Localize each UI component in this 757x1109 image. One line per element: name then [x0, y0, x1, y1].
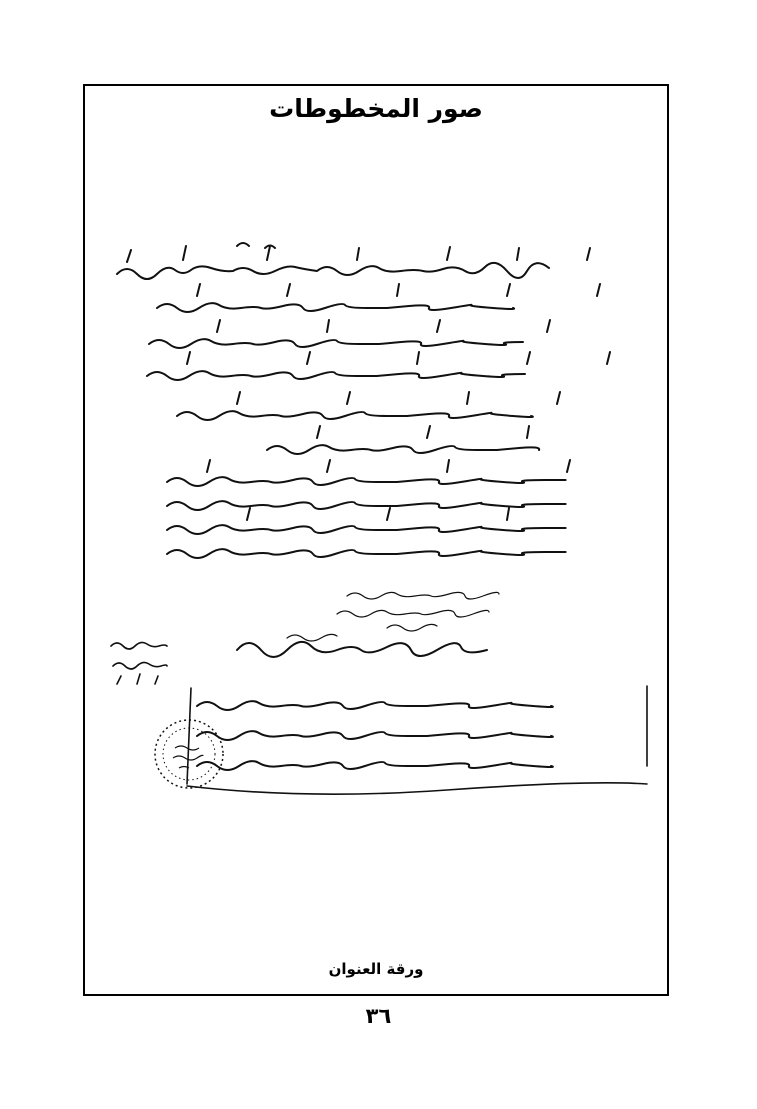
- page-number: ٣٦: [365, 1004, 392, 1028]
- margin-note-image: [107, 634, 171, 694]
- page-title: صور المخطوطات: [269, 94, 483, 123]
- figure-caption: ورقة العنوان: [328, 960, 424, 978]
- seal-stamp-image: [149, 714, 229, 794]
- page-frame: [83, 84, 669, 996]
- manuscript-image: [87, 226, 667, 966]
